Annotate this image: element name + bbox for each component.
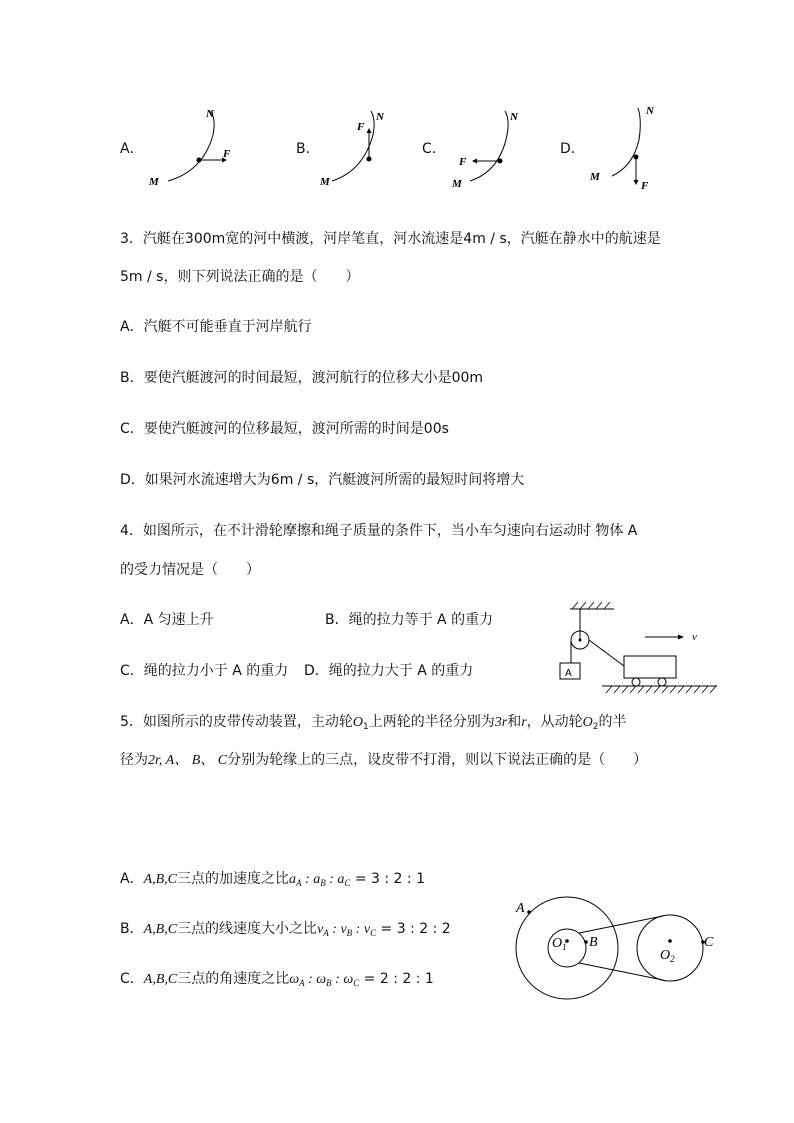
point-b-label: B <box>589 935 598 950</box>
q5-option-b: B．A,B,C三点的线速度大小之比$v_A$ : $v_B$ : $v_C = 3$ : 2 : 2 <box>120 921 451 938</box>
q5-option-c: C．A,B,C三点的角速度之比$\omega_A$ : $\omega_B$ : $\omega_C = 2$ : 2 : 1 <box>120 971 434 988</box>
label-f: F <box>223 148 231 160</box>
label-m: M <box>149 176 159 188</box>
o1-label: $O_1$ <box>552 936 567 952</box>
label-n: N <box>376 111 384 123</box>
label-n: N <box>646 105 654 117</box>
label-m: M <box>452 178 462 190</box>
o2-label: $O_2$ <box>660 948 675 964</box>
q3-stem-line2: 5m / s，则下列说法正确的是（ ） <box>120 269 360 285</box>
q4-option-c: C．绳的拉力小于 A 的重力 <box>120 663 289 679</box>
q4-stem-line2: 的受力情况是（ ） <box>120 562 260 578</box>
label-n: N <box>510 111 518 123</box>
option-c-letter: C． <box>422 141 446 157</box>
option-d-letter: D． <box>560 141 585 157</box>
q4-option-a: A．A 匀速上升 <box>120 612 214 628</box>
q3-stem-line1: 3．汽艇在300m宽的河中横渡，河岸笔直，河水流速是4m / s，汽艇在静水中的航速是 <box>120 231 661 247</box>
option-b-figure <box>318 105 388 190</box>
q4-stem-line1: 4．如图所示，在不计滑轮摩擦和绳子质量的条件下，当小车匀速向右运动时 物体 A <box>120 523 638 539</box>
q4-option-d: D．绳的拉力大于 A 的重力 <box>304 663 474 679</box>
pulley-cart-figure <box>552 600 724 702</box>
option-b-letter: B． <box>296 141 320 157</box>
belt-drive-figure <box>505 885 730 1020</box>
q3-option-b: B．要使汽艇渡河的时间最短，渡河航行的位移大小是00m <box>120 370 484 386</box>
option-a-letter: A． <box>120 141 144 157</box>
q4-option-b: B．绳的拉力等于 A 的重力 <box>325 612 494 628</box>
label-n: N <box>206 108 214 120</box>
q3-option-a: A．汽艇不可能垂直于河岸航行 <box>120 319 312 335</box>
velocity-label: v <box>692 631 697 643</box>
option-a-figure <box>148 105 248 190</box>
label-f: F <box>641 180 649 192</box>
label-m: M <box>590 171 600 183</box>
label-m: M <box>320 176 330 188</box>
q3-option-c: C．要使汽艇渡河的位移最短，渡河所需的时间是00s <box>120 421 449 437</box>
point-a-label: A <box>516 901 525 916</box>
option-c-figure <box>450 105 530 193</box>
q5-option-a: A．A,B,C三点的加速度之比$a_A$ : $a_B$ : $a_C = 3$ : 2 : 1 <box>120 871 425 888</box>
q5-stem-line2: 径为2r, A、 B、 C分别为轮缘上的三点，设皮带不打滑，则以下说法正确的是（ ） <box>120 752 648 768</box>
q3-option-d: D．如果河水流速增大为6m / s，汽艇渡河所需的最短时间将增大 <box>120 472 525 488</box>
label-f: F <box>357 121 365 133</box>
point-c-label: C <box>704 935 714 950</box>
option-d-figure <box>588 100 663 195</box>
block-a-label: A <box>565 668 572 679</box>
q5-stem-line1: 5．如图所示的皮带传动装置，主动轮$O_1$上两轮的半径分别为3r和r，从动轮$O_2$的半 <box>120 714 627 732</box>
label-f: F <box>459 156 467 168</box>
